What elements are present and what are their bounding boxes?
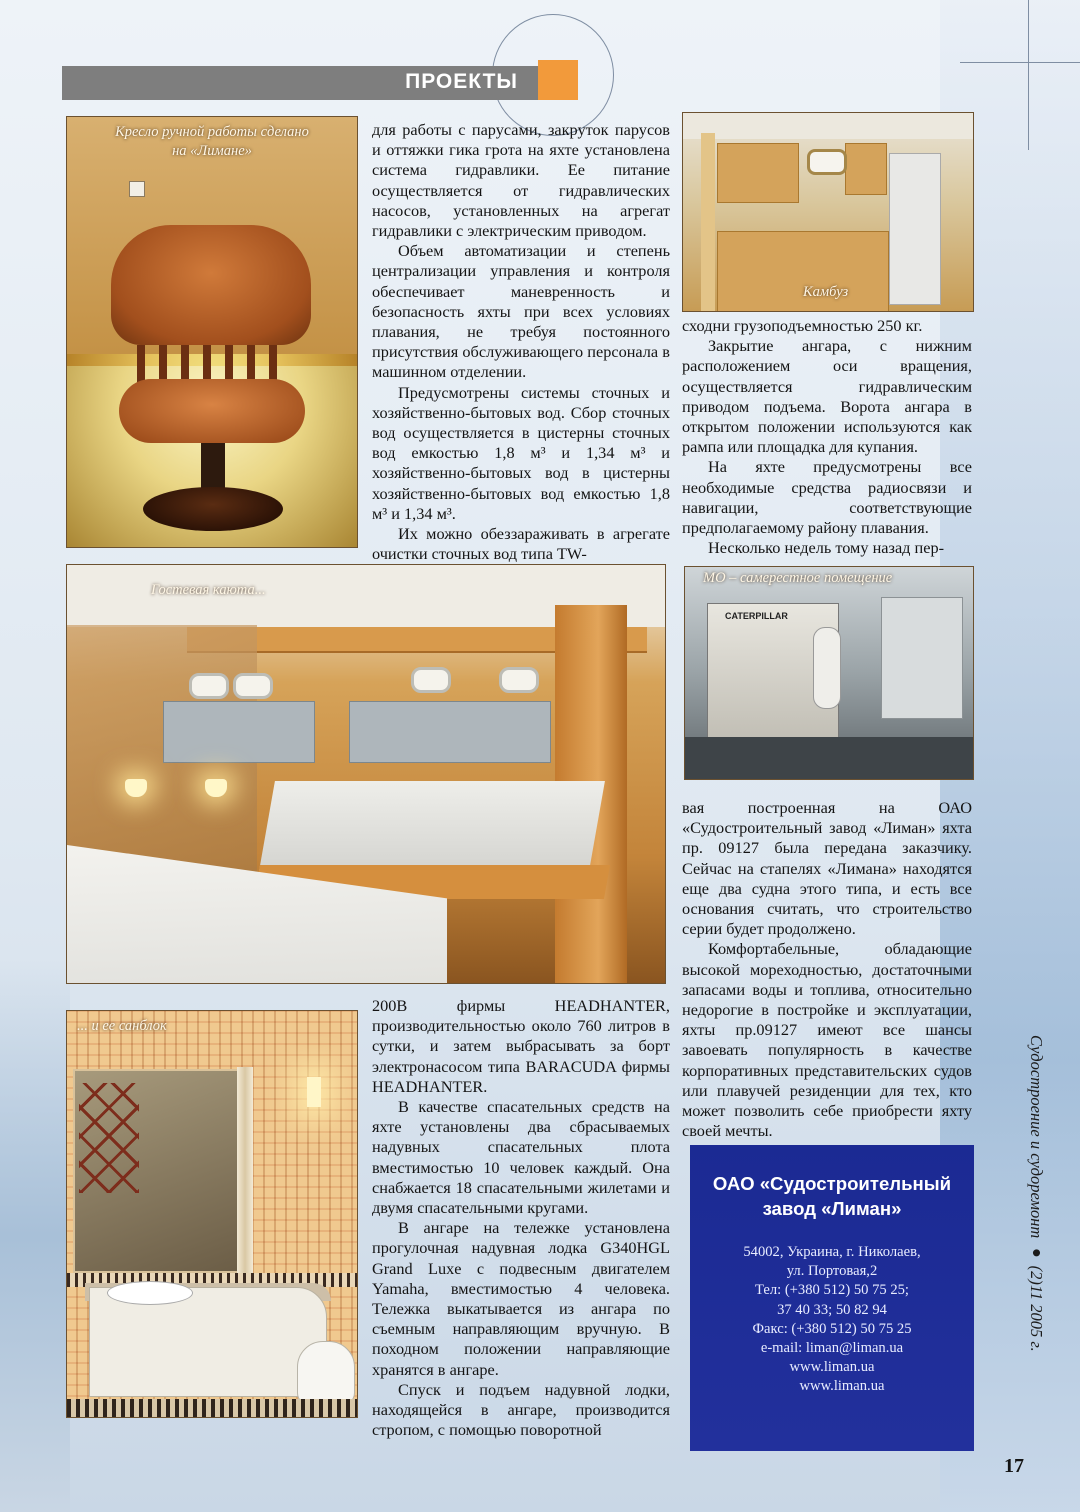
photo-caption-chair: Кресло ручной работы сделано на «Лимане» bbox=[115, 124, 309, 159]
phone-line: Тел: (+380 512) 50 75 25; bbox=[755, 1282, 909, 1299]
engine-brand-label: CATERPILLAR bbox=[725, 611, 788, 621]
journal-issue-sidebar: Судостроение и судоремонт ● (2)11 2005 г. bbox=[1027, 1035, 1046, 1352]
photo-galley bbox=[682, 112, 974, 312]
paragraph: В качестве спасательных средств на яхте установлены два сбрасываемых надувных спасательных плота вместимостью 10 человек каждый. Она снабжается 18 спасательными жилетами и двумя спасательными кругами. bbox=[372, 1097, 670, 1218]
address-line: 54002, Украина, г. Николаев, bbox=[743, 1244, 921, 1260]
fridge bbox=[889, 153, 941, 305]
email-link[interactable]: e-mail: liman@liman.ua bbox=[760, 1340, 904, 1357]
paragraph: Предусмотрены системы сточных и хозяйственно-бытовых вод. Сбор сточных вод осуществляется в цистерны сточных вод емкостью 1,8 м³ и 1,34 м³ и хозяйственно-бытовых вод в цистерны хозяйственно-бытовых вод емкостью 1,8 м³ и 1,34 м³. bbox=[372, 382, 670, 523]
company-address bbox=[690, 1243, 974, 1397]
phone-line: 37 40 33; 50 82 94 bbox=[777, 1301, 887, 1318]
paragraph: На яхте предусмотрены все необходимые средства радиосвязи и навигации, соответствующие предполагаемому району плавания. bbox=[682, 457, 972, 538]
section-title: ПРОЕКТЫ bbox=[405, 70, 518, 93]
photo-caption-galley: Камбуз bbox=[803, 284, 849, 300]
paragraph: Объем автоматизации и степень централизации управления и контроля обеспечивает маневренность и безопасность яхты при всех условиях плавания, не требуя постоянного присутствия обслуживающего персонала в машинном отделении. bbox=[372, 241, 670, 382]
paragraph: 200В фирмы HEADHANTER, производительностью около 760 литров в сутки, и затем выбрасывать за борт электронасосом типа BARACUDA фирмы HEADHANTER. bbox=[372, 996, 670, 1096]
page-number: 17 bbox=[1004, 1455, 1024, 1477]
section-header-bar bbox=[62, 66, 538, 100]
photo-caption-cabin: Гостевая каюта... bbox=[151, 582, 266, 598]
paragraph: В ангаре на тележке установлена прогулочная надувная лодка G340HGL Grand Luxe с подвесным двигателем Yamaha, вместимостью 4 человека. Тележка выкатывается из ангара по съемным направляющим вручную. В походном положении направляющие хранятся в ангаре. bbox=[372, 1218, 670, 1379]
background-sky-left bbox=[0, 960, 70, 1512]
company-contact-box bbox=[690, 1145, 974, 1451]
photo-guest-cabin bbox=[66, 564, 666, 984]
paragraph: Их можно обеззараживать в агрегате очистки сточных вод типа TW- bbox=[372, 524, 670, 564]
wall-switch-icon bbox=[129, 181, 145, 197]
address-line: ул. Портовая,2 bbox=[786, 1263, 878, 1280]
paragraph: для работы с парусами, закруток парусов и оттяжки гика грота на яхте установлена система гидравлики. Ее питание осуществляется от гидравлических насосов, установленных на агрегат гидравлики с электрическим приводом. bbox=[372, 120, 670, 241]
company-name: ОАО «Судостроительный завод «Лиман» bbox=[712, 1173, 952, 1219]
paragraph: Спуск и подъем надувной лодки, находящейся в ангаре, производится стропом, с помощью поворотной bbox=[372, 1379, 670, 1440]
header-accent-square bbox=[538, 60, 578, 100]
paragraph: Несколько недель тому назад пер- bbox=[708, 538, 945, 558]
paragraph: сходни грузоподъемностью 250 кг. bbox=[682, 316, 923, 335]
article-column-middle-bottom bbox=[372, 996, 670, 1440]
article-column-middle-top bbox=[372, 120, 670, 564]
photo-bathroom bbox=[66, 1010, 358, 1418]
paragraph: вая построенная на ОАО «Судостроительный завод «Лиман» яхта пр. 09127 была передана заказчику. Сейчас на стапелях «Лимана» находятся еще два судна этого типа, и есть все основания считать, что строительство серии будет продолжено. bbox=[682, 798, 972, 939]
website-link[interactable]: www.liman.ua bbox=[799, 1378, 885, 1395]
decorative-line-horizontal bbox=[960, 62, 1080, 63]
decorative-line-vertical bbox=[1028, 0, 1029, 150]
article-column-right-middle bbox=[682, 798, 972, 1141]
photo-caption-bathroom: ... и ее санблок bbox=[77, 1018, 167, 1034]
paragraph: Закрытие ангара, с нижним расположением оси вращения, осуществляется гидравлическим приводом подъема. Ворота ангара в открытом положении используются как рампа или площадка для купания. bbox=[682, 336, 972, 457]
website-link[interactable]: www.liman.ua bbox=[789, 1359, 875, 1376]
photo-caption-engine-room: МО – самерестное помещение bbox=[703, 570, 893, 586]
fax-line: Факс: (+380 512) 50 75 25 bbox=[752, 1320, 912, 1337]
photo-engine-room bbox=[684, 566, 974, 780]
photo-chair bbox=[66, 116, 358, 548]
article-column-right-top bbox=[682, 316, 972, 558]
paragraph: Комфортабельные, обладающие высокой мореходностью, достаточными запасами воды и топлива, относительно недорогие в постройке и эксплуатации, яхты пр.09127 имеют все шансы завоевать популярность в качестве корпоративных представительских судов или плавучей резиденции для тех, кто может позволить себе приобрести яхту своей мечты. bbox=[682, 939, 972, 1141]
